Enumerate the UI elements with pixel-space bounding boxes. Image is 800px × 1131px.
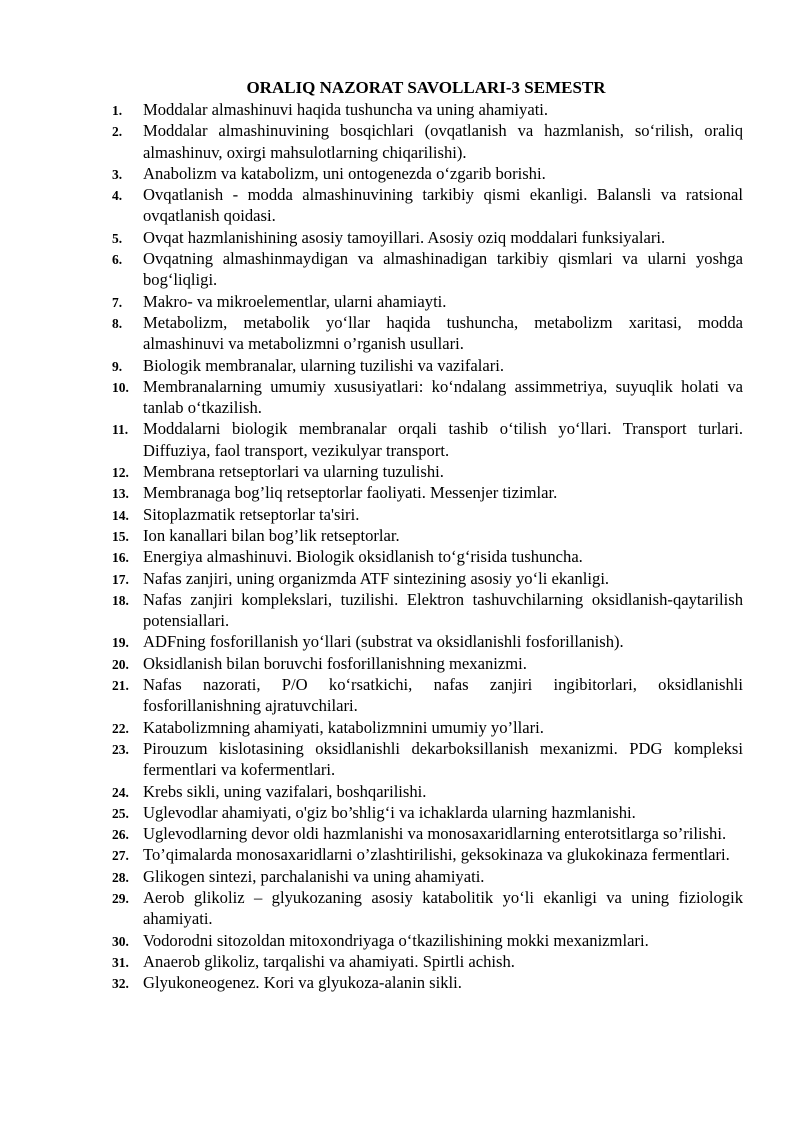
question-item (104, 355, 743, 376)
question-item (104, 461, 743, 482)
question-number: 27. (112, 848, 129, 864)
question-number: 14. (112, 507, 129, 523)
question-number: 26. (112, 827, 129, 843)
question-number: 32. (112, 976, 129, 992)
question-item (104, 823, 743, 844)
question-item (104, 631, 743, 652)
question-text: Ion kanallari bilan bog’lik retseptorlar. (143, 525, 400, 545)
question-number: 13. (112, 486, 129, 502)
question-number: 18. (112, 592, 129, 608)
question-text: Moddalarni biologik membranalar orqali tashib o‘tilish yo‘llari. Transport turlari. Diffuziya, faol transport, vezikulyar transport. (143, 419, 743, 460)
question-text: Pirouzum kislotasining oksidlanishli dekarboksillanish mexanizmi. PDG kompleksi fermentlari va kofermentlari. (143, 738, 743, 780)
question-item (104, 418, 743, 461)
question-item (104, 312, 743, 355)
question-text: Katabolizmning ahamiyati, katabolizmnini umumiy yo’llari. (143, 717, 544, 737)
question-number: 1. (112, 103, 123, 118)
question-number: 19. (112, 635, 129, 651)
question-number: 21. (112, 678, 129, 694)
question-item (104, 163, 743, 184)
question-number: 12. (112, 465, 129, 481)
question-item (104, 717, 743, 738)
question-list (104, 99, 743, 993)
question-item (104, 546, 743, 567)
question-item (104, 525, 743, 546)
question-text: Membrana retseptorlari va ularning tuzulishi. (143, 462, 444, 482)
question-number: 3. (112, 166, 123, 182)
question-item (104, 589, 743, 632)
question-text: Nafas zanjiri, uning organizmda ATF sintezining asosiy yo‘li ekanligi. (143, 568, 610, 588)
question-text: Glikogen sintezi, parchalanishi va uning ahamiyati. (143, 866, 485, 886)
question-item (104, 184, 743, 227)
question-item (104, 248, 743, 291)
document-title: ORALIQ NAZORAT SAVOLLARI-3 SEMESTR (246, 78, 606, 97)
question-item (104, 227, 743, 248)
question-number: 20. (112, 656, 129, 672)
question-text: Anabolizm va katabolizm, uni ontogenezda o‘zgarib borishi. (143, 163, 546, 183)
question-text: Glyukoneogenez. Kori va glyukoza-alanin sikli. (143, 973, 462, 993)
question-text: Krebs sikli, uning vazifalari, boshqarilishi. (143, 781, 427, 801)
question-item (104, 504, 743, 525)
question-text: Makro- va mikroelementlar, ularni ahamiayti. (143, 291, 447, 311)
question-item (104, 482, 743, 503)
question-item (104, 99, 743, 120)
question-number: 17. (112, 571, 129, 587)
question-text: Vodorodni sitozoldan mitoxondriyaga o‘tkazilishining mokki mexanizmlari. (143, 930, 649, 950)
question-number: 10. (112, 379, 129, 395)
question-number: 22. (112, 720, 129, 736)
question-text: Energiya almashinuvi. Biologik oksidlanish to‘g‘risida tushuncha. (143, 547, 583, 567)
question-text: Membranaga bog’liq retseptorlar faoliyati. Messenjer tizimlar. (143, 483, 558, 503)
question-number: 15. (112, 528, 129, 544)
question-text: Anaerob glikoliz, tarqalishi va ahamiyati. Spirtli achish. (143, 951, 515, 971)
question-number: 5. (112, 230, 123, 246)
question-item (104, 376, 743, 419)
question-text: To’qimalarda monosaxaridlarni o’zlashtirilishi, geksokinaza va glukokinaza fermentlari. (143, 845, 730, 865)
question-text: Oksidlanish bilan boruvchi fosforillanishning mexanizmi. (143, 653, 527, 673)
question-text: ADFning fosforillanish yo‘llari (substrat va oksidlanishli fosforillanish). (143, 632, 624, 652)
question-item (104, 568, 743, 589)
question-item (104, 120, 743, 163)
question-text: Ovqatlanish - modda almashinuvining tarkibiy qismi ekanligi. Balansli va ratsional ovqatlanish qoidasi. (143, 185, 743, 226)
question-number: 2. (112, 124, 123, 140)
question-item (104, 674, 743, 717)
question-text: Biologik membranalar, ularning tuzilishi va vazifalari. (143, 355, 505, 375)
question-number: 31. (112, 954, 129, 970)
question-text: Membranalarning umumiy xususiyatlari: ko‘ndalang assimmetriya, suyuqlik holati va tanlab o‘tkazilish. (143, 376, 743, 418)
question-number: 7. (112, 294, 123, 310)
question-text: Aerob glikoliz – glyukozaning asosiy katabolitik yo‘li ekanligi va uning fiziologik ahamiyati. (143, 887, 743, 929)
question-number: 6. (112, 252, 123, 268)
question-number: 11. (112, 422, 129, 438)
question-number: 25. (112, 805, 129, 821)
question-text: Ovqatning almashinmaydigan va almashinadigan tarkibiy qismlari va ularni yoshga bog‘liqligi. (143, 249, 743, 290)
question-item (104, 844, 743, 865)
question-text: Moddalar almashinuvi haqida tushuncha va uning ahamiyati. (143, 100, 549, 119)
question-text: Uglevodlar ahamiyati, o'giz bo’shlig‘i va ichaklarda ularning hazmlanishi. (143, 802, 636, 822)
question-text: Ovqat hazmlanishining asosiy tamoyillari. Asosiy oziq moddalari funksiyalari. (143, 227, 666, 247)
question-number: 28. (112, 869, 129, 885)
question-text: Sitoplazmatik retseptorlar ta'siri. (143, 504, 360, 524)
question-text: Moddalar almashinuvining bosqichlari (ovqatlanish va hazmlanish, so‘rilish, oraliq almashinuv, oxirgi mahsulotlarning chiqarilishi). (143, 121, 743, 162)
question-item (104, 972, 743, 993)
question-item (104, 738, 743, 781)
question-text: Nafas nazorati, P/O ko‘rsatkichi, nafas zanjiri ingibitorlari, oksidlanishli fosforillanishning ajratuvchilari. (143, 675, 743, 716)
question-number: 9. (112, 358, 123, 374)
question-item (104, 781, 743, 802)
question-text: Metabolizm, metabolik yo‘llar haqida tushuncha, metabolizm xaritasi, modda almashinuvi va metabolizmni o’rganish usullari. (143, 312, 743, 354)
question-text: Uglevodlarning devor oldi hazmlanishi va monosaxaridlarning enterotsitlarga so’rilishi. (143, 824, 727, 844)
question-item (104, 930, 743, 951)
question-number: 16. (112, 550, 129, 566)
question-item (104, 653, 743, 674)
question-item (104, 291, 743, 312)
question-number: 24. (112, 784, 129, 800)
question-item (104, 802, 743, 823)
question-number: 23. (112, 741, 129, 757)
question-number: 4. (112, 188, 123, 204)
question-text: Nafas zanjiri komplekslari, tuzilishi. Elektron tashuvchilarning oksidlanish-qaytarilish potensiallari. (143, 589, 743, 631)
question-number: 29. (112, 890, 129, 906)
question-item (104, 951, 743, 972)
question-number: 8. (112, 315, 123, 331)
question-item (104, 887, 743, 930)
question-item (104, 866, 743, 887)
question-number: 30. (112, 933, 129, 949)
